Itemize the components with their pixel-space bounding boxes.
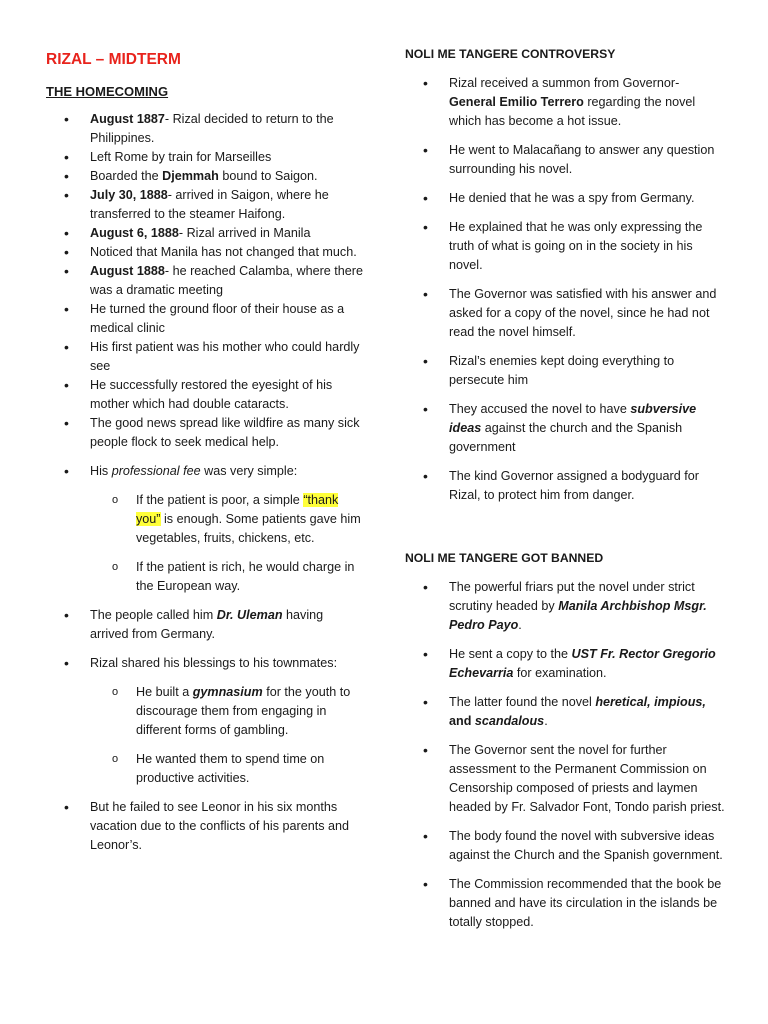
list-item: • Rizal’s enemies kept doing everything to persecute him	[405, 352, 725, 390]
list-item: • August 1888- he reached Calamba, where there was a dramatic meeting	[46, 262, 364, 300]
list-item: • Boarded the Djemmah bound to Saigon.	[46, 167, 364, 186]
list-item: • He went to Malacañang to answer any question surrounding his novel.	[405, 141, 725, 179]
list-item: • The body found the novel with subversive ideas against the Church and the Spanish government.	[405, 827, 725, 865]
list-item: • The kind Governor assigned a bodyguard for Rizal, to protect him from danger.	[405, 467, 725, 505]
list-item: • The Commission recommended that the book be banned and have its circulation in the islands be totally stopped.	[405, 875, 725, 932]
list-item-blessings: • Rizal shared his blessings to his townmates: o He built a gymnasium for the youth to discourage them from engaging in different forms of gambling. o He wanted them to spend time on productive activities.	[46, 654, 364, 788]
blessings-sublist	[90, 683, 364, 788]
homecoming-list	[46, 110, 364, 855]
list-item: • They accused the novel to have subversive ideas against the church and the Spanish government	[405, 400, 725, 457]
highlighted-text: “thank you”	[136, 493, 339, 526]
list-item: • August 6, 1888- Rizal arrived in Manila	[46, 224, 364, 243]
sub-list-item: o He wanted them to spend time on productive activities.	[90, 750, 364, 788]
sub-list-item: o He built a gymnasium for the youth to discourage them from engaging in different forms of gambling.	[90, 683, 364, 740]
list-item: • He explained that he was only expressing the truth of what is going on in the society in his novel.	[405, 218, 725, 275]
list-item: • The Governor was satisfied with his answer and asked for a copy of the novel, since he had not read the novel himself.	[405, 285, 725, 342]
list-item: • He denied that he was a spy from Germany.	[405, 189, 725, 208]
list-item: • The Governor sent the novel for further assessment to the Permanent Commission on Censorship composed of priests and laymen headed by Fr. Salvador Font, Tondo parish priest.	[405, 741, 725, 817]
list-item-dr-uleman: • The people called him Dr. Uleman having arrived from Germany.	[46, 606, 364, 644]
list-item: • He successfully restored the eyesight of his mother which had double cataracts.	[46, 376, 364, 414]
list-item: • Left Rome by train for Marseilles	[46, 148, 364, 167]
list-item: • He sent a copy to the UST Fr. Rector Gregorio Echevarria for examination.	[405, 645, 725, 683]
sub-list-item: o If the patient is poor, a simple “thank you” is enough. Some patients gave him vegetables, fruits, chickens, etc.	[90, 491, 364, 548]
section-title-noli-banned: NOLI ME TANGERE GOT BANNED	[405, 551, 604, 565]
document-title: RIZAL – MIDTERM	[46, 51, 181, 68]
list-item-leonor: • But he failed to see Leonor in his six months vacation due to the conflicts of his parents and Leonor’s.	[46, 798, 364, 855]
sub-list-item: o If the patient is rich, he would charge in the European way.	[90, 558, 364, 596]
section-title-noli-controversy: NOLI ME TANGERE CONTROVERSY	[405, 47, 616, 61]
list-item: • The good news spread like wildfire as many sick people flock to seek medical help.	[46, 414, 364, 452]
list-item: • Noticed that Manila has not changed that much.	[46, 243, 364, 262]
list-item: • The powerful friars put the novel under strict scrutiny headed by Manila Archbishop Msgr. Pedro Payo.	[405, 578, 725, 635]
noli-banned-list	[405, 578, 725, 942]
list-item: • He turned the ground floor of their house as a medical clinic	[46, 300, 364, 338]
list-item: • The latter found the novel heretical, impious, and scandalous.	[405, 693, 725, 731]
list-item-professional-fee: • His professional fee was very simple: o If the patient is poor, a simple “thank you” is enough. Some patients gave him vegetables, fruits, chickens, etc. o If the patient is rich, he would charge in the European way.	[46, 462, 364, 596]
list-item: • Rizal received a summon from Governor-General Emilio Terrero regarding the novel which has become a hot issue.	[405, 74, 725, 131]
noli-controversy-list	[405, 74, 725, 515]
list-item: • His first patient was his mother who could hardly see	[46, 338, 364, 376]
list-item: • August 1887- Rizal decided to return to the Philippines.	[46, 110, 364, 148]
fee-sublist	[90, 491, 364, 596]
section-title-homecoming: THE HOMECOMING	[46, 84, 169, 99]
list-item: • July 30, 1888- arrived in Saigon, where he transferred to the steamer Haifong.	[46, 186, 364, 224]
